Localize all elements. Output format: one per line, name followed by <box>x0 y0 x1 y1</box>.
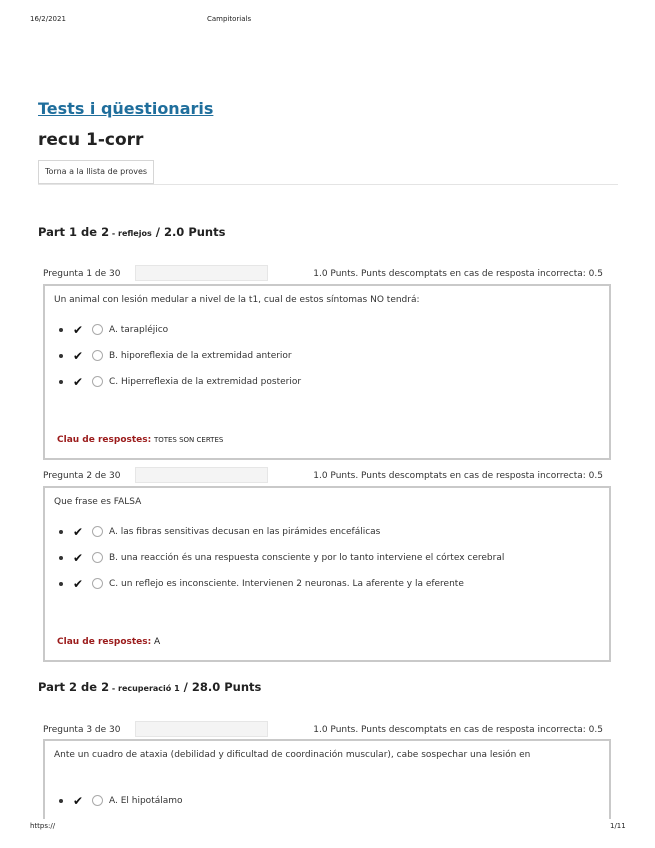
option-label: A. las fibras sensitivas decusan en las pirámides encefálicas <box>109 527 381 537</box>
radio-button[interactable] <box>92 324 103 335</box>
question-2-score-box <box>135 467 268 483</box>
print-page-number: 1/11 <box>610 822 626 830</box>
checkmark-icon: ✔ <box>73 551 84 565</box>
bullet-icon <box>59 530 63 534</box>
part-1-points: / 2.0 Punts <box>151 225 226 239</box>
question-2-body <box>43 486 611 662</box>
option-label: C. un reflejo es inconsciente. Intervienen 2 neuronas. La aferente y la eferente <box>109 579 464 589</box>
question-1-header <box>43 265 611 282</box>
question-text: Ante un cuadro de ataxia (debilidad y dificultad de coordinación muscular), cabe sospechar una lesión en <box>54 750 531 760</box>
option-label: B. hiporeflexia de la extremidad anterior <box>109 351 292 361</box>
checkmark-icon: ✔ <box>73 577 84 591</box>
question-number: Pregunta 2 de 30 <box>43 471 121 481</box>
question-number: Pregunta 3 de 30 <box>43 725 121 735</box>
back-to-list-button[interactable]: Torna a la llista de proves <box>38 160 154 184</box>
option-label: B. una reacción és una respuesta consciente y por lo tanto interviene el córtex cerebral <box>109 553 505 563</box>
radio-button[interactable] <box>92 350 103 361</box>
radio-button[interactable] <box>92 526 103 537</box>
part-2-points: / 28.0 Punts <box>179 680 262 694</box>
bullet-icon <box>59 328 63 332</box>
checkmark-icon: ✔ <box>73 323 84 337</box>
question-1-body <box>43 284 611 460</box>
question-3-body <box>43 739 611 819</box>
question-points: 1.0 Punts. Punts descomptats en cas de resposta incorrecta: 0.5 <box>313 269 603 279</box>
question-number: Pregunta 1 de 30 <box>43 269 121 279</box>
part-1-heading <box>38 225 225 239</box>
checkmark-icon: ✔ <box>73 349 84 363</box>
question-points: 1.0 Punts. Punts descomptats en cas de resposta incorrecta: 0.5 <box>313 471 603 481</box>
print-title: Campitorials <box>207 15 252 23</box>
question-1-score-box <box>135 265 268 281</box>
checkmark-icon: ✔ <box>73 525 84 539</box>
answer-key-label: Clau de respostes: <box>57 637 152 647</box>
question-points: 1.0 Punts. Punts descomptats en cas de resposta incorrecta: 0.5 <box>313 725 603 735</box>
question-text: Un animal con lesión medular a nivel de la t1, cual de estos síntomas NO tendrá: <box>54 295 420 305</box>
bullet-icon <box>59 556 63 560</box>
answer-key <box>57 435 223 445</box>
answer-key-label: Clau de respostes: <box>57 435 152 445</box>
checkmark-icon: ✔ <box>73 794 84 808</box>
breadcrumb-tests-link[interactable]: Tests i qüestionaris <box>38 99 214 118</box>
answer-key <box>57 637 160 647</box>
radio-button[interactable] <box>92 552 103 563</box>
question-2-header <box>43 467 611 484</box>
option-label: A. El hipotálamo <box>109 796 183 806</box>
bullet-icon <box>59 582 63 586</box>
part-2-subtitle: - recuperació 1 <box>109 684 180 693</box>
part-2-title: Part 2 de 2 <box>38 680 110 694</box>
radio-button[interactable] <box>92 795 103 806</box>
checkmark-icon: ✔ <box>73 375 84 389</box>
bullet-icon <box>59 354 63 358</box>
option-label: C. Hiperreflexia de la extremidad posterior <box>109 377 302 387</box>
question-3-score-box <box>135 721 268 737</box>
part-1-subtitle: - reflejos <box>109 229 152 238</box>
page-title: recu 1-corr <box>38 130 144 150</box>
answer-key-value: A <box>153 637 161 647</box>
option-label: A. tarapléjico <box>109 325 169 335</box>
print-url: https:// <box>30 822 56 830</box>
bullet-icon <box>59 799 63 803</box>
radio-button[interactable] <box>92 376 103 387</box>
divider <box>38 184 618 185</box>
question-text: Que frase es FALSA <box>54 497 142 507</box>
radio-button[interactable] <box>92 578 103 589</box>
question-3-header <box>43 721 611 738</box>
bullet-icon <box>59 380 63 384</box>
part-1-title: Part 1 de 2 <box>38 225 110 239</box>
answer-key-value: TOTES SON CERTES <box>153 436 224 444</box>
print-date: 16/2/2021 <box>30 15 66 23</box>
part-2-heading <box>38 680 261 694</box>
